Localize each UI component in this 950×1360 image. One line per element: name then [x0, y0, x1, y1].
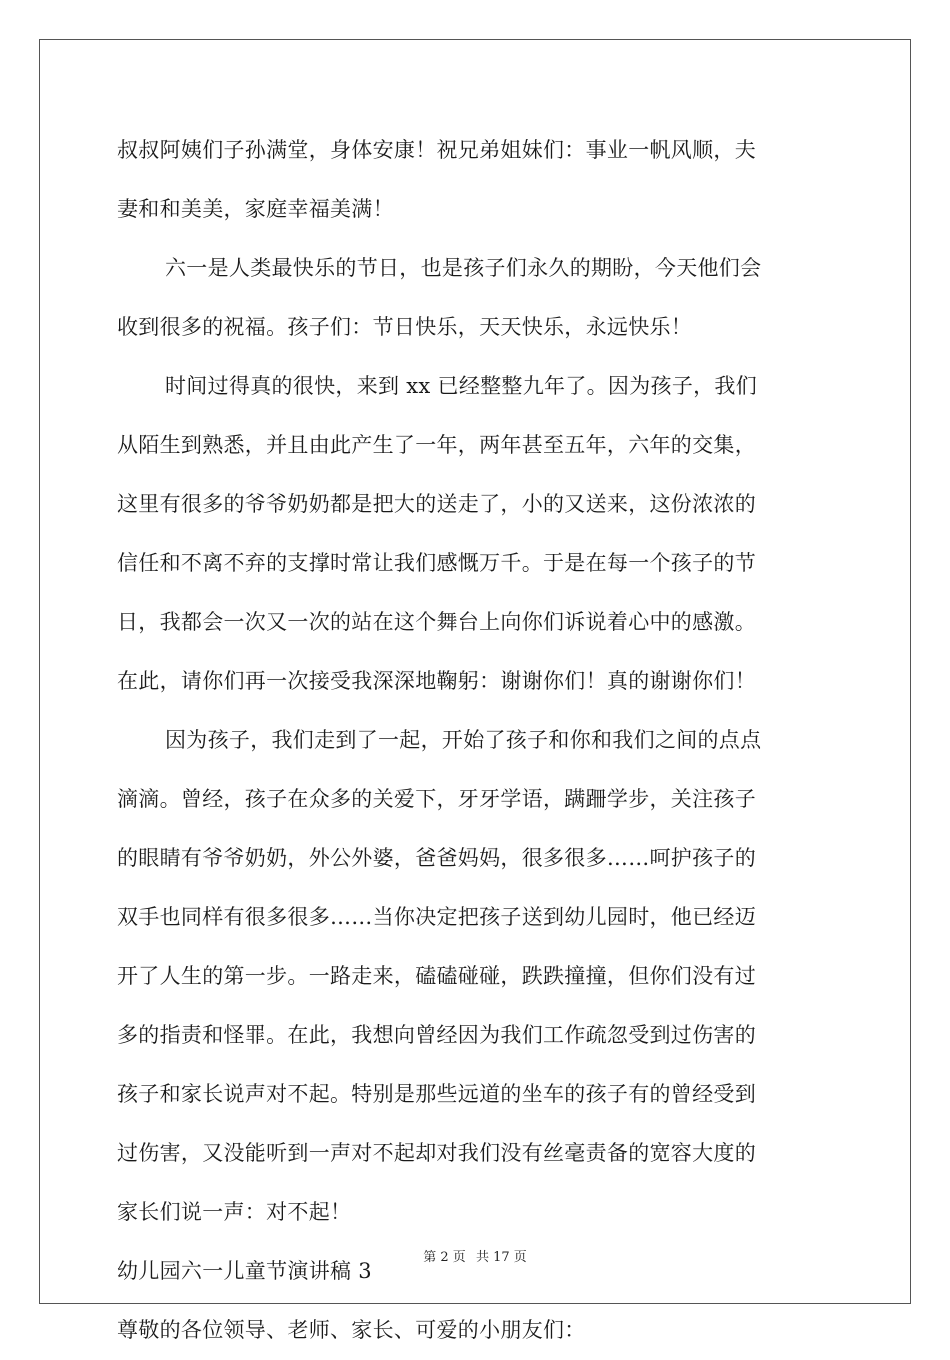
text-line: 的眼睛有爷爷奶奶，外公外婆，爸爸妈妈，很多很多……呵护孩子的 — [117, 846, 756, 870]
text-line: 孩子和家长说声对不起。特别是那些远道的坐车的孩子有的曾经受到 — [117, 1082, 756, 1106]
text-line: 家长们说一声：对不起！ — [117, 1200, 352, 1224]
text-line: 开了人生的第一步。一路走来，磕磕碰碰，跌跌撞撞，但你们没有过 — [117, 964, 756, 988]
text-line: 从陌生到熟悉，并且由此产生了一年，两年甚至五年，六年的交集， — [117, 433, 756, 457]
page-footer — [0, 1246, 950, 1265]
section-heading: 幼儿园六一儿童节演讲稿 3 — [117, 1259, 372, 1283]
page-total: 共 17 页 — [475, 1250, 527, 1265]
text-line: 日，我都会一次又一次的站在这个舞台上向你们诉说着心中的感激。 — [117, 610, 756, 634]
text-line: 妻和和美美，家庭幸福美满！ — [117, 197, 394, 221]
text-line: 信任和不离不弃的支撑时常让我们感慨万千。于是在每一个孩子的节 — [117, 551, 756, 575]
salutation-line: 尊敬的各位领导、老师、家长、可爱的小朋友们： — [117, 1318, 586, 1342]
text-line: 叔叔阿姨们子孙满堂，身体安康！祝兄弟姐妹们：事业一帆风顺，夫 — [117, 138, 756, 162]
text-line: 这里有很多的爷爷奶奶都是把大的送走了，小的又送来，这份浓浓的 — [117, 492, 756, 516]
text-line: 过伤害，又没能听到一声对不起却对我们没有丝毫责备的宽容大度的 — [117, 1141, 756, 1165]
paragraph-start-line: 因为孩子，我们走到了一起，开始了孩子和你和我们之间的点点 — [165, 728, 762, 752]
text-line: 收到很多的祝福。孩子们：节日快乐，天天快乐，永远快乐！ — [117, 315, 693, 339]
text-line: 双手也同样有很多很多……当你决定把孩子送到幼儿园时，他已经迈 — [117, 905, 756, 929]
paragraph-start-line: 六一是人类最快乐的节日，也是孩子们永久的期盼，今天他们会 — [165, 256, 762, 280]
paragraph-start-line: 时间过得真的很快，来到 xx 已经整整九年了。因为孩子，我们 — [165, 374, 758, 398]
page-number: 第 2 页 — [423, 1250, 466, 1265]
document-body — [117, 121, 833, 1360]
text-line: 多的指责和怪罪。在此，我想向曾经因为我们工作疏忽受到过伤害的 — [117, 1023, 756, 1047]
text-line: 滴滴。曾经，孩子在众多的关爱下，牙牙学语，蹒跚学步，关注孩子 — [117, 787, 756, 811]
text-line: 在此，请你们再一次接受我深深地鞠躬：谢谢你们！真的谢谢你们！ — [117, 669, 756, 693]
